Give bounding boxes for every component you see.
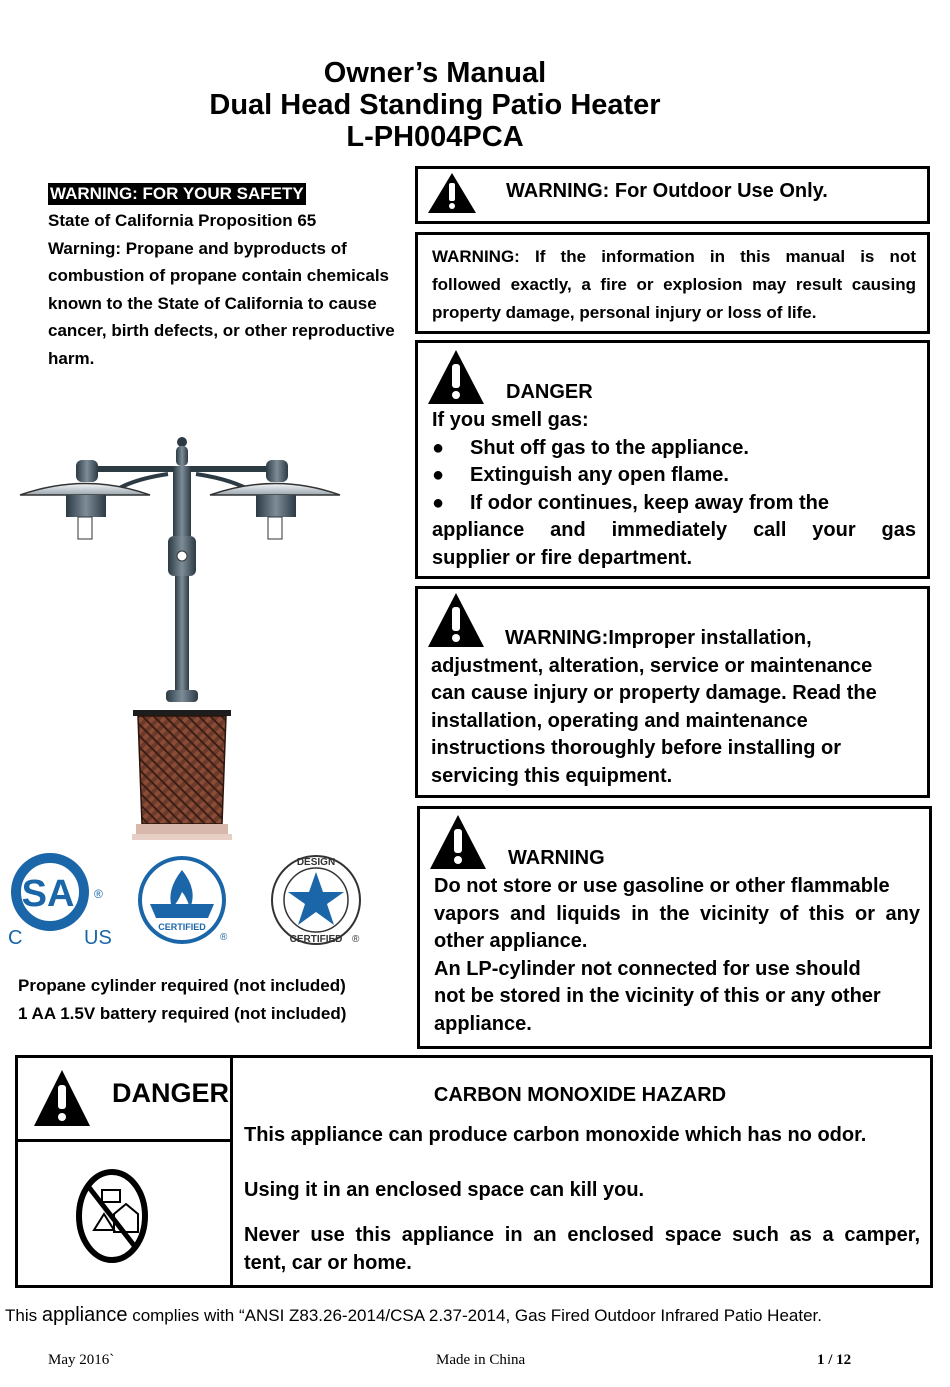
- gas-danger-intro: If you smell gas:: [432, 409, 589, 431]
- prop65-section: [48, 183, 395, 372]
- footer-date: May 2016`: [48, 1352, 115, 1368]
- improper-line: servicing this equipment.: [431, 764, 673, 787]
- prop65-line: combustion of propane contain chemicals: [48, 266, 389, 285]
- registered-mark: ®: [94, 887, 103, 901]
- requirement-battery: 1 AA 1.5V battery required (not included): [18, 1003, 347, 1023]
- gas-danger-bullet: ● If odor continues, keep away from the: [432, 490, 916, 518]
- safety-heading: WARNING: FOR YOUR SAFETY: [50, 184, 304, 203]
- warning-triangle-icon: [34, 1070, 90, 1126]
- gas-danger-box: [415, 340, 930, 579]
- prop65-line: State of California Proposition 65: [48, 211, 317, 230]
- co-hazard-line: tent, car or home.: [244, 1251, 412, 1274]
- prop65-line: Warning: Propane and byproducts of: [48, 238, 347, 258]
- flammable-warning-box: [417, 806, 932, 1049]
- csa-us-mark: US: [84, 927, 112, 949]
- manual-warning-text: [432, 243, 916, 327]
- improper-installation-box: [415, 586, 930, 798]
- design-certified-label: CERTIFIED: [289, 934, 343, 945]
- manual-title: Owner’s Manual: [323, 57, 547, 89]
- improper-line: WARNING:Improper installation,: [505, 627, 812, 649]
- requirement-propane: Propane cylinder required (not included): [18, 976, 346, 995]
- patio-heater-illustration: [18, 432, 348, 842]
- gas-danger-line: supplier or fire department.: [432, 546, 693, 569]
- warning-triangle-icon: [428, 350, 484, 404]
- flammable-warning-body: [434, 873, 920, 1038]
- csa-sa-mark: SA: [21, 873, 75, 915]
- registered-mark: ®: [220, 932, 228, 943]
- improper-line: installation, operating and maintenance: [431, 709, 808, 732]
- manual-warning-line: followed exactly, a fire or explosion may result causing: [432, 275, 916, 294]
- registered-mark: ®: [352, 934, 360, 945]
- bullet-text: Extinguish any open flame.: [470, 464, 729, 486]
- manual-warning-line: WARNING: If the information in this manual is not: [432, 247, 916, 266]
- prop65-text: [48, 207, 395, 372]
- flammable-line: other appliance.: [434, 930, 588, 952]
- improper-line: instructions thoroughly before installing or: [431, 737, 842, 759]
- compliance-emphasis: appliance: [41, 1304, 128, 1326]
- bullet-text: If odor continues, keep away from the: [470, 491, 829, 514]
- certified-label: CERTIFIED: [158, 922, 206, 932]
- prop65-line: harm.: [48, 348, 95, 368]
- gas-danger-bullet: ● Shut off gas to the appliance.: [432, 435, 916, 463]
- compliance-lead: This: [5, 1306, 42, 1325]
- co-hazard-p1: This appliance can produce carbon monoxide which has no odor.: [244, 1124, 867, 1146]
- co-hazard-p3: [244, 1222, 920, 1277]
- gas-danger-body: [432, 407, 916, 572]
- flammable-line: An LP-cylinder not connected for use should: [434, 957, 861, 980]
- flammable-warning-title: WARNING: [508, 847, 605, 869]
- co-danger-label: DANGER: [112, 1078, 230, 1108]
- manual-warning-box: [415, 232, 930, 334]
- outdoor-warning-text: WARNING: For Outdoor Use Only.: [506, 180, 828, 202]
- flammable-line: not be stored in the vicinity of this or any other: [434, 985, 881, 1007]
- gas-danger-line: appliance and immediately call your gas: [432, 519, 916, 541]
- gas-danger-bullet: ● Extinguish any open flame.: [432, 462, 916, 490]
- gas-danger-title: DANGER: [506, 381, 593, 403]
- co-hazard-p2: Using it in an enclosed space can kill you.: [244, 1179, 645, 1201]
- bullet-text: Shut off gas to the appliance.: [470, 436, 749, 459]
- compliance-statement: [5, 1304, 822, 1327]
- warning-triangle-icon: [430, 815, 486, 869]
- footer-page-number: 1 / 12: [817, 1352, 852, 1368]
- prop65-line: known to the State of California to cause: [48, 293, 377, 313]
- improper-installation-text: [431, 625, 921, 790]
- flammable-line: vapors and liquids in the vicinity of this or any: [434, 902, 920, 925]
- requirements: [18, 972, 346, 1027]
- product-name: Dual Head Standing Patio Heater: [209, 89, 661, 121]
- csa-us-logo: [8, 850, 123, 950]
- no-enclosed-space-icon: [74, 1168, 150, 1264]
- design-label: DESIGN: [296, 857, 336, 868]
- prop65-line: cancer, birth defects, or other reproductive: [48, 321, 395, 340]
- manual-warning-line: property damage, personal injury or loss of life.: [432, 303, 817, 322]
- co-hazard-line: Never use this appliance in an enclosed space such as a camper,: [244, 1224, 920, 1246]
- improper-line: adjustment, alteration, service or maintenance: [431, 654, 873, 677]
- co-divider-horizontal: [18, 1139, 230, 1142]
- improper-line: can cause injury or property damage. Read the: [431, 682, 877, 704]
- flammable-line: Do not store or use gasoline or other flammable: [434, 875, 890, 897]
- co-hazard-title: CARBON MONOXIDE HAZARD: [433, 1084, 727, 1106]
- co-danger-box: [15, 1055, 933, 1288]
- csa-certified-flame-logo: [136, 852, 236, 948]
- compliance-rest: complies with “ANSI Z83.26-2014/CSA 2.37-2014, Gas Fired Outdoor Infrared Patio Heater.: [127, 1306, 822, 1325]
- outdoor-warning-box: [415, 166, 930, 224]
- model-number: L-PH004PCA: [346, 121, 524, 153]
- design-certified-logo: [268, 850, 368, 950]
- warning-triangle-icon: [428, 173, 476, 213]
- footer-origin: Made in China: [436, 1352, 526, 1368]
- flammable-line: appliance.: [434, 1012, 532, 1035]
- csa-c-mark: C: [8, 927, 23, 949]
